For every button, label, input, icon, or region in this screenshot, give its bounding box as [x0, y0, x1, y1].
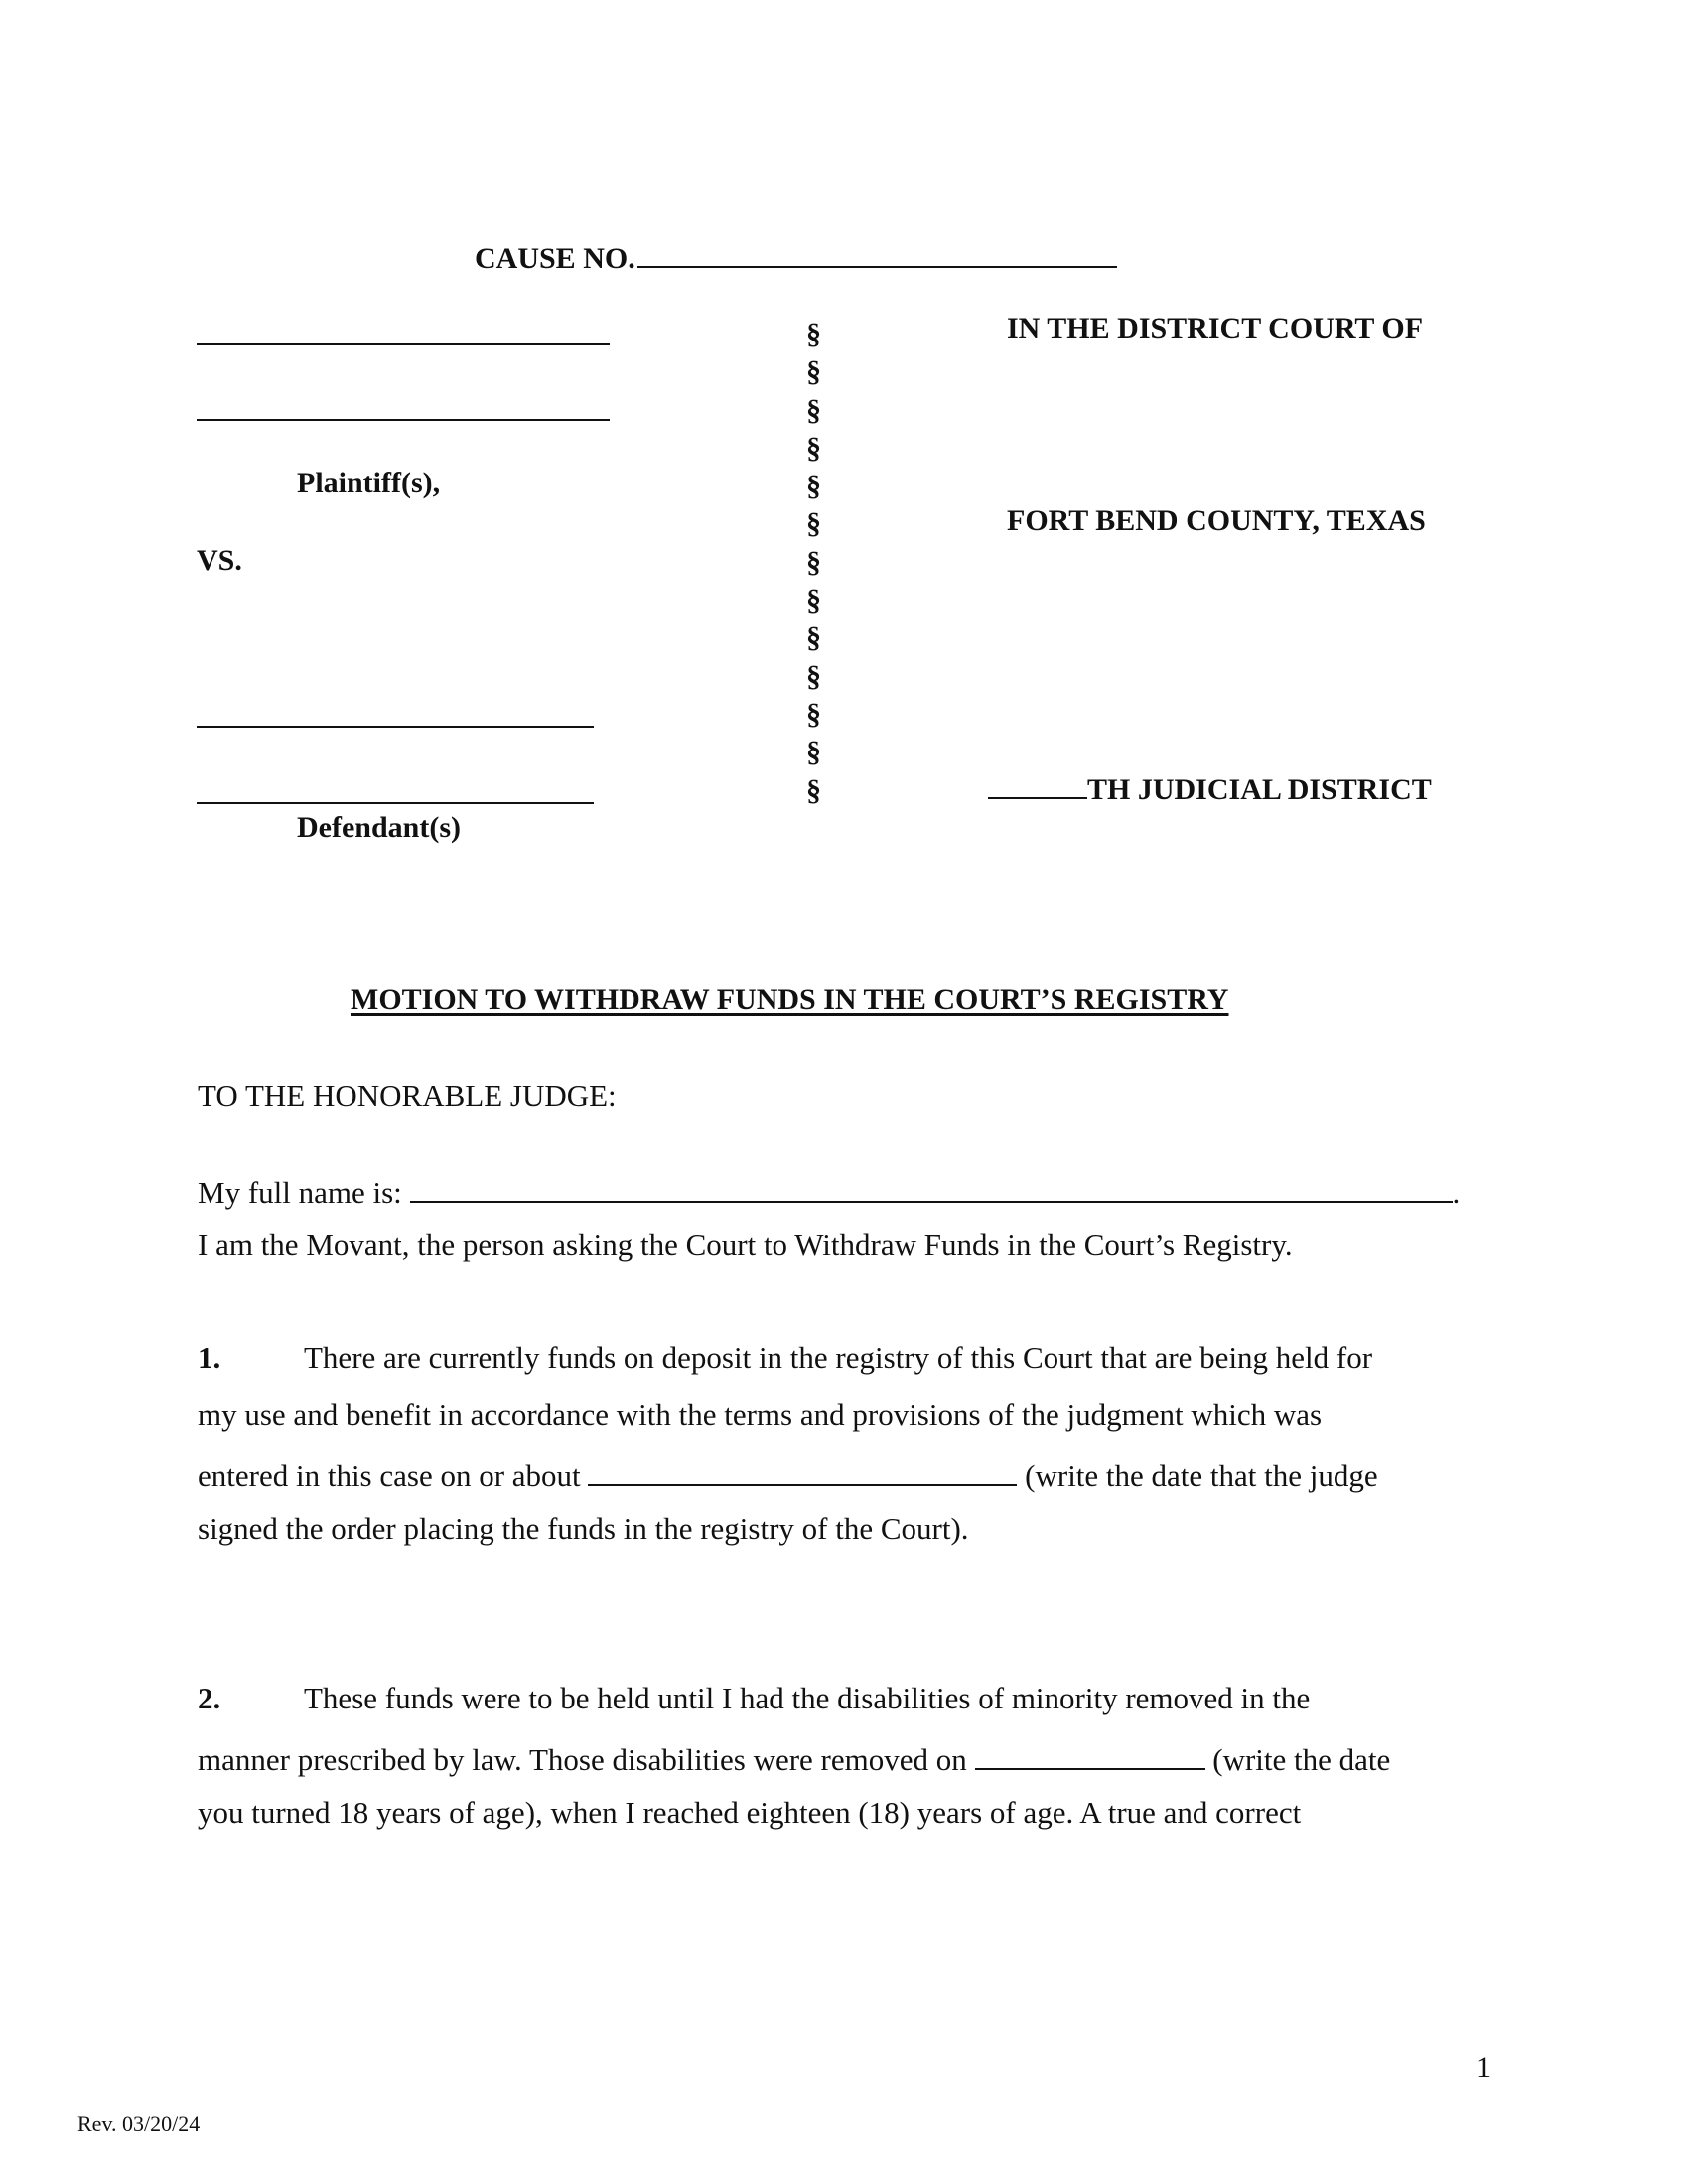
section-symbol: §	[806, 318, 821, 350]
full-name-row	[198, 1171, 1460, 1211]
plaintiff-name-blank-1[interactable]	[197, 343, 610, 345]
paragraph-1-line-1	[198, 1340, 1372, 1376]
plaintiff-label: Plaintiff(s),	[297, 467, 441, 499]
defendant-label: Defendant(s)	[297, 811, 461, 844]
section-symbol: §	[806, 659, 821, 693]
paragraph-2-line-2	[198, 1738, 1390, 1778]
paragraph-2-text-2a: manner prescribed by law. Those disabilities were removed on	[198, 1742, 967, 1777]
judgment-date-blank[interactable]	[588, 1454, 1017, 1486]
section-symbol: §	[806, 773, 821, 807]
page-number: 1	[1477, 2051, 1491, 2084]
section-symbol: §	[806, 507, 821, 541]
paragraph-1-line-2: my use and benefit in accordance with the terms and provisions of the judgment which was	[198, 1397, 1323, 1432]
paragraph-2-text-2b: (write the date	[1212, 1742, 1391, 1777]
paragraph-2-line-1	[198, 1681, 1310, 1716]
section-symbol: §	[806, 431, 821, 465]
section-symbol: §	[806, 393, 821, 427]
defendant-name-blank-1[interactable]	[197, 726, 594, 728]
age-18-date-blank[interactable]	[975, 1738, 1205, 1770]
section-symbol: §	[806, 355, 821, 389]
paragraph-1-line-4: signed the order placing the funds in the registry of the Court).	[198, 1511, 969, 1546]
cause-number-blank[interactable]	[637, 238, 1117, 268]
judicial-district-row	[988, 769, 1432, 807]
court-name: IN THE DISTRICT COURT OF	[1007, 312, 1424, 344]
paragraph-2-number: 2.	[198, 1681, 221, 1715]
section-symbol: §	[806, 736, 821, 769]
paragraph-1-text-3a: entered in this case on or about	[198, 1458, 581, 1493]
paragraph-1-text-3b: (write the date that the judge	[1025, 1458, 1378, 1493]
section-symbol-column	[806, 316, 821, 810]
movant-statement: I am the Movant, the person asking the Court to Withdraw Funds in the Court’s Registry.	[198, 1227, 1293, 1262]
defendant-name-blank-2[interactable]	[197, 802, 594, 804]
court-county: FORT BEND COUNTY, TEXAS	[1007, 504, 1426, 537]
section-symbol: §	[806, 584, 821, 617]
document-title: MOTION TO WITHDRAW FUNDS IN THE COURT’S REGISTRY	[351, 983, 1229, 1016]
paragraph-1-line-3	[198, 1454, 1378, 1494]
paragraph-2-line-3: you turned 18 years of age), when I reached eighteen (18) years of age. A true and correct	[198, 1795, 1302, 1830]
section-symbol: §	[806, 621, 821, 655]
cause-number-row	[475, 238, 1117, 276]
versus-label: VS.	[197, 544, 242, 577]
judicial-district-label: TH JUDICIAL DISTRICT	[1087, 773, 1432, 806]
section-symbol: §	[806, 545, 821, 579]
paragraph-1-text-1: There are currently funds on deposit in the registry of this Court that are being held for	[304, 1340, 1373, 1375]
full-name-label: My full name is:	[198, 1175, 402, 1210]
section-symbol: §	[806, 470, 821, 503]
paragraph-2-text-1: These funds were to be held until I had the disabilities of minority removed in the	[304, 1681, 1311, 1715]
district-number-blank[interactable]	[988, 769, 1087, 799]
section-symbol: §	[806, 697, 821, 731]
plaintiff-name-blank-2[interactable]	[197, 419, 610, 421]
full-name-blank[interactable]	[410, 1171, 1453, 1203]
salutation: TO THE HONORABLE JUDGE:	[198, 1078, 617, 1113]
full-name-period: .	[1452, 1175, 1461, 1210]
cause-number-label: CAUSE NO.	[475, 242, 635, 275]
revision-date: Rev. 03/20/24	[77, 2112, 201, 2136]
paragraph-1-number: 1.	[198, 1340, 221, 1375]
